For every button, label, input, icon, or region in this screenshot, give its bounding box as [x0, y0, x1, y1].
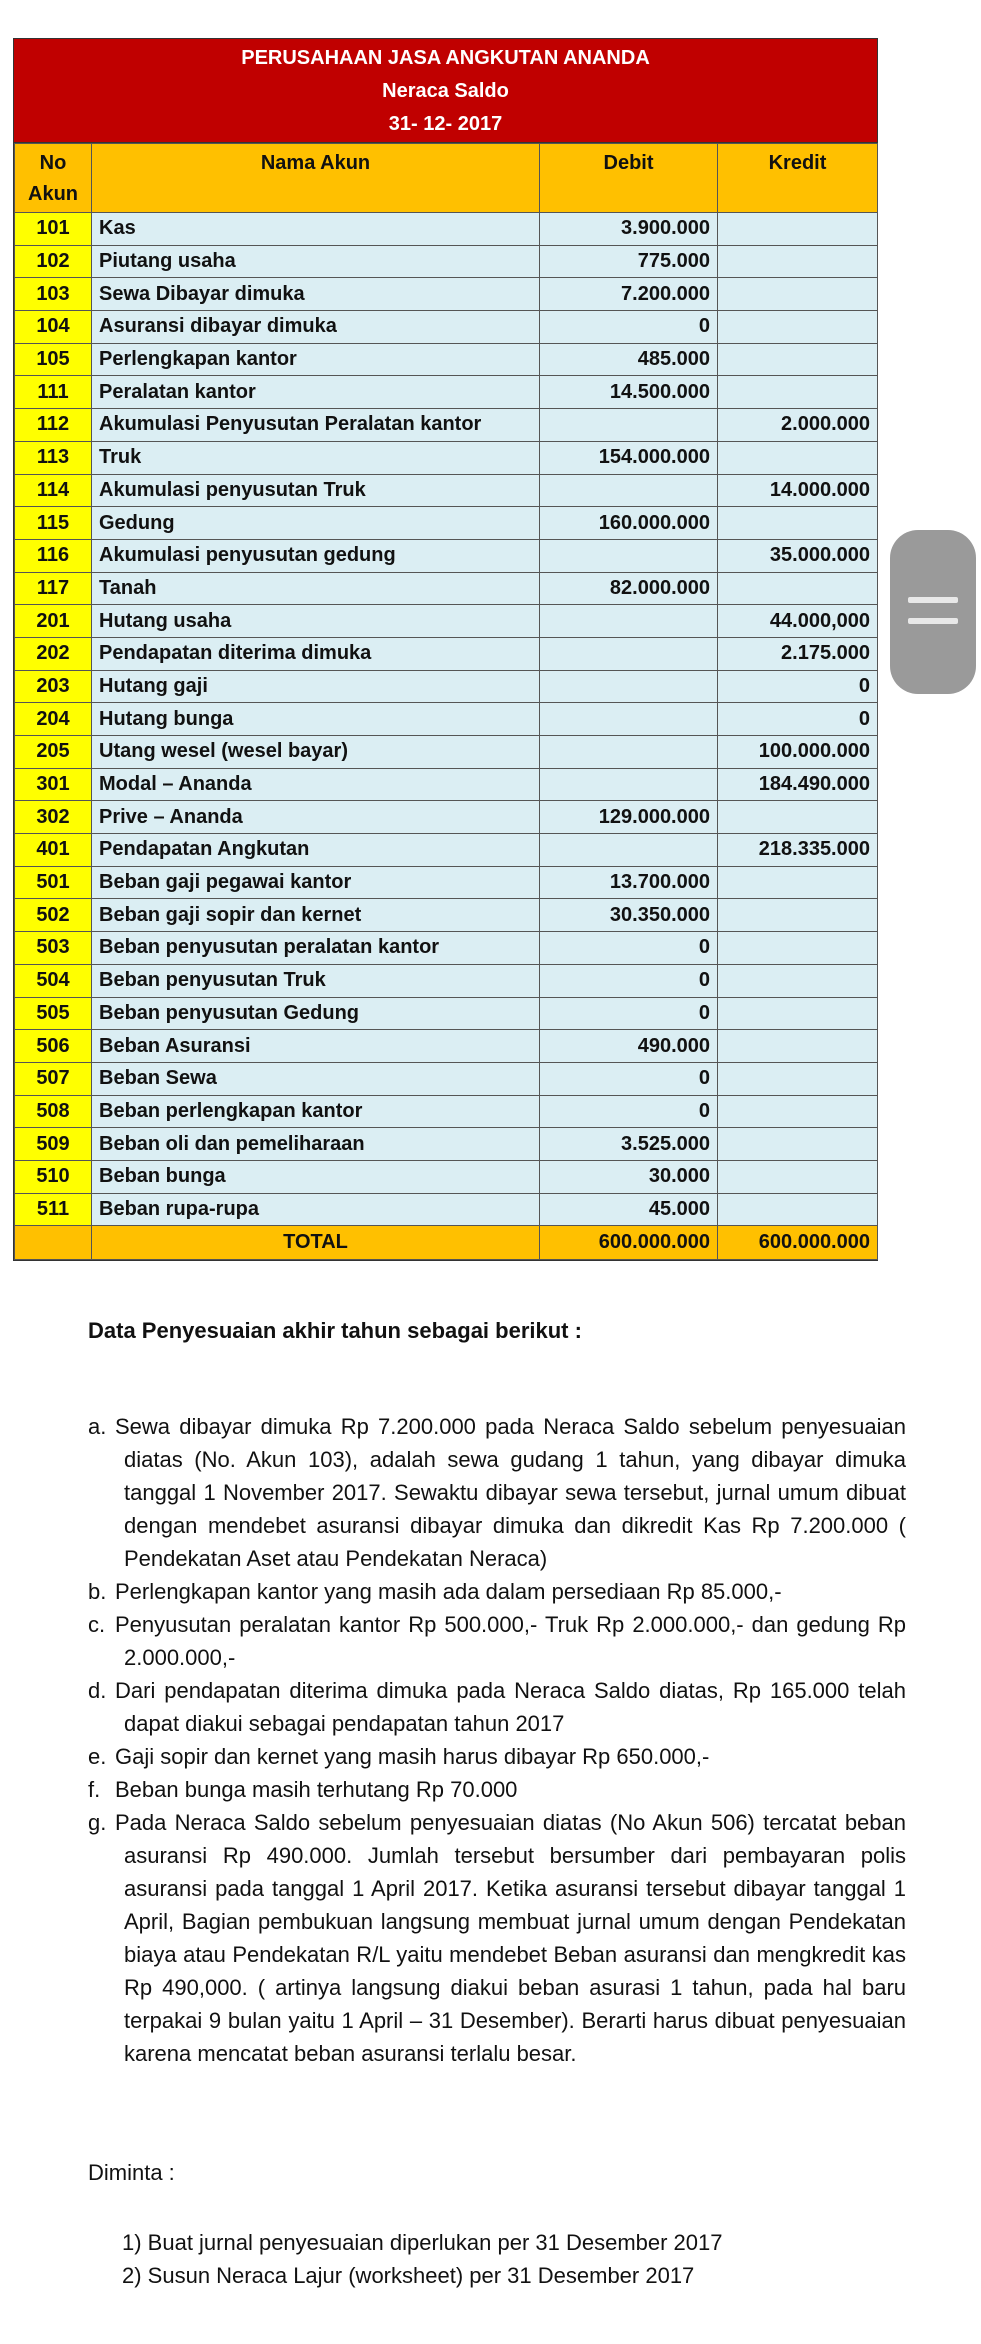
company-name: PERUSAHAAN JASA ANGKUTAN ANANDA — [241, 47, 650, 69]
account-name-cell: Hutang usaha — [92, 605, 540, 638]
table-row — [15, 605, 878, 638]
debit-cell: 0 — [540, 964, 718, 997]
account-no-cell: 101 — [15, 213, 92, 246]
tasks-list — [122, 2226, 723, 2292]
list-item — [88, 1608, 906, 1674]
account-name-cell: Modal – Ananda — [92, 768, 540, 801]
debit-cell — [540, 605, 718, 638]
account-no-cell: 102 — [15, 245, 92, 278]
account-no-cell: 201 — [15, 605, 92, 638]
tasks-heading: Diminta : — [88, 2160, 175, 2185]
account-no-cell: 105 — [15, 343, 92, 376]
table-row — [15, 376, 878, 409]
table-row — [15, 507, 878, 540]
debit-cell: 490.000 — [540, 1030, 718, 1063]
debit-cell — [540, 539, 718, 572]
debit-cell: 13.700.000 — [540, 866, 718, 899]
kredit-cell — [718, 441, 878, 474]
account-name-cell: Truk — [92, 441, 540, 474]
account-no-cell: 302 — [15, 801, 92, 834]
account-no-cell: 510 — [15, 1160, 92, 1193]
account-no-cell: 117 — [15, 572, 92, 605]
account-name-cell: Asuransi dibayar dimuka — [92, 311, 540, 344]
task-item: 2) Susun Neraca Lajur (worksheet) per 31 Desember 2017 — [122, 2263, 695, 2288]
account-name-cell: Hutang bunga — [92, 703, 540, 736]
total-spacer — [15, 1226, 92, 1260]
debit-cell: 14.500.000 — [540, 376, 718, 409]
trial-balance-table — [14, 143, 878, 1260]
kredit-cell — [718, 1160, 878, 1193]
account-name-cell: Kas — [92, 213, 540, 246]
kredit-cell — [718, 964, 878, 997]
item-text: Pada Neraca Saldo sebelum penyesuaian diatas (No Akun 506) tercatat beban asuransi Rp 490.000. Jumlah tersebut bersumber dari pembayaran polis asuransi pada tanggal 1 April 2017. Ketika asuransi tersebut dibayar tanggal 1 April, Bagian pembukuan langsung membuat jurnal umum dengan Pendekatan biaya atau Pendekatan R/L yaitu mendebet Beban asuransi dan mengkredit kas Rp 490,000. ( artinya langsung diakui beban asurasi 1 tahun, pada hal baru terpakai 9 bulan yaitu 1 April – 31 Desember). Berarti harus dibuat penyesuaian karena mencatat beban asuransi terlalu besar. — [115, 1810, 906, 2066]
header-kredit: Kredit — [718, 144, 878, 213]
kredit-cell: 100.000.000 — [718, 736, 878, 769]
kredit-cell — [718, 278, 878, 311]
kredit-cell: 2.175.000 — [718, 637, 878, 670]
debit-cell — [540, 768, 718, 801]
total-row — [15, 1226, 878, 1260]
total-kredit: 600.000.000 — [718, 1226, 878, 1260]
account-name-cell: Sewa Dibayar dimuka — [92, 278, 540, 311]
account-no-cell: 113 — [15, 441, 92, 474]
account-name-cell: Hutang gaji — [92, 670, 540, 703]
debit-cell — [540, 670, 718, 703]
kredit-cell: 2.000.000 — [718, 409, 878, 442]
account-name-cell: Beban Sewa — [92, 1062, 540, 1095]
table-row — [15, 245, 878, 278]
account-name-cell: Perlengkapan kantor — [92, 343, 540, 376]
debit-cell — [540, 736, 718, 769]
kredit-cell — [718, 801, 878, 834]
debit-cell: 3.900.000 — [540, 213, 718, 246]
sheet-title-block — [14, 39, 877, 143]
item-marker: c. — [88, 1612, 106, 1637]
header-account-no: No Akun — [15, 144, 92, 213]
account-no-cell: 511 — [15, 1193, 92, 1226]
table-row — [15, 441, 878, 474]
account-no-cell: 508 — [15, 1095, 92, 1128]
account-name-cell: Beban Asuransi — [92, 1030, 540, 1063]
table-row — [15, 474, 878, 507]
account-name-cell: Akumulasi Penyusutan Peralatan kantor — [92, 409, 540, 442]
table-row — [15, 213, 878, 246]
table-row — [15, 1160, 878, 1193]
debit-cell: 45.000 — [540, 1193, 718, 1226]
list-item — [88, 1773, 906, 1806]
item-text: Dari pendapatan diterima dimuka pada Neraca Saldo diatas, Rp 165.000 telah dapat diakui sebagai pendapatan tahun 2017 — [115, 1678, 906, 1736]
account-name-cell: Beban gaji sopir dan kernet — [92, 899, 540, 932]
table-row — [15, 1030, 878, 1063]
debit-cell: 0 — [540, 997, 718, 1030]
account-no-cell: 111 — [15, 376, 92, 409]
table-row — [15, 997, 878, 1030]
kredit-cell — [718, 213, 878, 246]
item-text: Sewa dibayar dimuka Rp 7.200.000 pada Neraca Saldo sebelum penyesuaian diatas (No. Akun 103), adalah sewa gudang 1 tahun, yang dibayar dimuka tanggal 1 November 2017. Sewaktu dibayar sewa tersebut, jurnal umum dibuat dengan mendebet asuransi dibayar dimuka dan dikredit Kas Rp 7.200.000 ( Pendekatan Aset atau Pendekatan Neraca) — [115, 1414, 906, 1571]
sheet-title: Neraca Saldo — [382, 80, 509, 102]
debit-cell: 775.000 — [540, 245, 718, 278]
table-row — [15, 834, 878, 867]
header-account-name: Nama Akun — [92, 144, 540, 213]
item-marker: d. — [88, 1678, 107, 1703]
list-item — [88, 1410, 906, 1575]
scroll-handle[interactable] — [890, 530, 976, 694]
total-debit: 600.000.000 — [540, 1226, 718, 1260]
account-no-cell: 114 — [15, 474, 92, 507]
kredit-cell — [718, 343, 878, 376]
adjustments-heading: Data Penyesuaian akhir tahun sebagai berikut : — [88, 1318, 582, 1343]
account-no-cell: 505 — [15, 997, 92, 1030]
debit-cell: 0 — [540, 1062, 718, 1095]
table-row — [15, 866, 878, 899]
debit-cell: 30.000 — [540, 1160, 718, 1193]
item-text: Penyusutan peralatan kantor Rp 500.000,- Truk Rp 2.000.000,- dan gedung Rp 2.000.000,- — [115, 1612, 906, 1670]
list-item — [88, 1740, 906, 1773]
account-no-cell: 205 — [15, 736, 92, 769]
account-no-cell: 503 — [15, 932, 92, 965]
account-name-cell: Akumulasi penyusutan Truk — [92, 474, 540, 507]
account-no-cell: 401 — [15, 834, 92, 867]
debit-cell: 154.000.000 — [540, 441, 718, 474]
item-marker: e. — [88, 1744, 107, 1769]
debit-cell: 7.200.000 — [540, 278, 718, 311]
table-header-row — [15, 144, 878, 213]
sheet-date: 31- 12- 2017 — [388, 113, 503, 135]
account-name-cell: Beban bunga — [92, 1160, 540, 1193]
account-name-cell: Beban penyusutan Gedung — [92, 997, 540, 1030]
table-row — [15, 964, 878, 997]
table-row — [15, 409, 878, 442]
debit-cell: 0 — [540, 311, 718, 344]
account-name-cell: Beban rupa-rupa — [92, 1193, 540, 1226]
account-name-cell: Utang wesel (wesel bayar) — [92, 736, 540, 769]
list-item — [88, 1806, 906, 2070]
account-name-cell: Beban oli dan pemeliharaan — [92, 1128, 540, 1161]
account-no-cell: 112 — [15, 409, 92, 442]
kredit-cell: 0 — [718, 703, 878, 736]
kredit-cell — [718, 507, 878, 540]
debit-cell — [540, 409, 718, 442]
debit-cell — [540, 834, 718, 867]
account-name-cell: Tanah — [92, 572, 540, 605]
account-no-cell: 501 — [15, 866, 92, 899]
kredit-cell: 184.490.000 — [718, 768, 878, 801]
kredit-cell — [718, 1095, 878, 1128]
item-text: Gaji sopir dan kernet yang masih harus dibayar Rp 650.000,- — [115, 1744, 710, 1769]
kredit-cell — [718, 245, 878, 278]
total-label: TOTAL — [92, 1226, 540, 1260]
kredit-cell — [718, 1193, 878, 1226]
account-no-cell: 509 — [15, 1128, 92, 1161]
debit-cell: 129.000.000 — [540, 801, 718, 834]
debit-cell — [540, 474, 718, 507]
kredit-cell: 0 — [718, 670, 878, 703]
item-marker: g. — [88, 1810, 107, 1835]
kredit-cell — [718, 572, 878, 605]
kredit-cell — [718, 311, 878, 344]
item-marker: b. — [88, 1579, 107, 1604]
account-no-cell: 116 — [15, 539, 92, 572]
account-no-cell: 202 — [15, 637, 92, 670]
account-name-cell: Piutang usaha — [92, 245, 540, 278]
account-name-cell: Beban perlengkapan kantor — [92, 1095, 540, 1128]
kredit-cell — [718, 866, 878, 899]
debit-cell: 485.000 — [540, 343, 718, 376]
account-no-cell: 104 — [15, 311, 92, 344]
account-no-cell: 301 — [15, 768, 92, 801]
adjustments-list — [88, 1410, 906, 2070]
kredit-cell — [718, 997, 878, 1030]
table-row — [15, 539, 878, 572]
debit-cell: 0 — [540, 1095, 718, 1128]
account-no-cell: 507 — [15, 1062, 92, 1095]
account-name-cell: Gedung — [92, 507, 540, 540]
list-item — [88, 1674, 906, 1740]
table-row — [15, 768, 878, 801]
account-name-cell: Pendapatan Angkutan — [92, 834, 540, 867]
item-marker: a. — [88, 1414, 107, 1439]
header-debit: Debit — [540, 144, 718, 213]
kredit-cell — [718, 1030, 878, 1063]
kredit-cell: 35.000.000 — [718, 539, 878, 572]
table-row — [15, 311, 878, 344]
account-name-cell: Peralatan kantor — [92, 376, 540, 409]
kredit-cell — [718, 932, 878, 965]
item-marker: f. — [88, 1777, 101, 1802]
account-name-cell: Akumulasi penyusutan gedung — [92, 539, 540, 572]
table-row — [15, 1128, 878, 1161]
table-row — [15, 1062, 878, 1095]
list-item — [88, 1575, 906, 1608]
kredit-cell: 14.000.000 — [718, 474, 878, 507]
account-name-cell: Beban gaji pegawai kantor — [92, 866, 540, 899]
debit-cell — [540, 703, 718, 736]
account-no-cell: 103 — [15, 278, 92, 311]
debit-cell — [540, 637, 718, 670]
account-name-cell: Beban penyusutan peralatan kantor — [92, 932, 540, 965]
debit-cell: 3.525.000 — [540, 1128, 718, 1161]
item-text: Perlengkapan kantor yang masih ada dalam persediaan Rp 85.000,- — [115, 1579, 782, 1604]
account-no-cell: 502 — [15, 899, 92, 932]
kredit-cell: 44.000,000 — [718, 605, 878, 638]
debit-cell: 160.000.000 — [540, 507, 718, 540]
account-no-cell: 204 — [15, 703, 92, 736]
account-name-cell: Beban penyusutan Truk — [92, 964, 540, 997]
grip-line-icon — [908, 618, 958, 624]
kredit-cell — [718, 1128, 878, 1161]
table-row — [15, 899, 878, 932]
table-row — [15, 572, 878, 605]
account-name-cell: Prive – Ananda — [92, 801, 540, 834]
kredit-cell: 218.335.000 — [718, 834, 878, 867]
grip-line-icon — [908, 597, 958, 603]
debit-cell: 30.350.000 — [540, 899, 718, 932]
kredit-cell — [718, 1062, 878, 1095]
table-row — [15, 343, 878, 376]
account-no-cell: 203 — [15, 670, 92, 703]
table-row — [15, 637, 878, 670]
kredit-cell — [718, 376, 878, 409]
table-row — [15, 736, 878, 769]
trial-balance-sheet — [13, 38, 878, 1261]
table-row — [15, 670, 878, 703]
table-row — [15, 1193, 878, 1226]
table-row — [15, 703, 878, 736]
debit-cell: 0 — [540, 932, 718, 965]
table-body — [15, 213, 878, 1226]
table-row — [15, 932, 878, 965]
debit-cell: 82.000.000 — [540, 572, 718, 605]
account-no-cell: 506 — [15, 1030, 92, 1063]
table-row — [15, 801, 878, 834]
account-name-cell: Pendapatan diterima dimuka — [92, 637, 540, 670]
kredit-cell — [718, 899, 878, 932]
task-item: 1) Buat jurnal penyesuaian diperlukan per 31 Desember 2017 — [122, 2230, 723, 2255]
table-row — [15, 1095, 878, 1128]
item-text: Beban bunga masih terhutang Rp 70.000 — [115, 1777, 518, 1802]
account-no-cell: 504 — [15, 964, 92, 997]
table-row — [15, 278, 878, 311]
account-no-cell: 115 — [15, 507, 92, 540]
